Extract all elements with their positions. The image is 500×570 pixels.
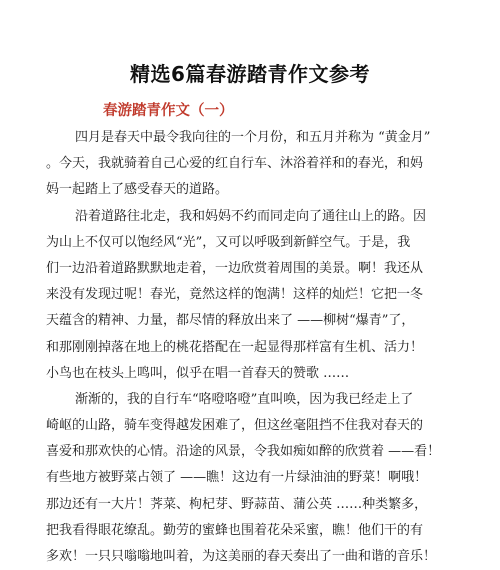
text-line: 天蕴含的精神、力量，都尽情的释放出来了 ——柳树“爆青”了， — [46, 313, 415, 329]
text-line: 妈一起踏上了感受春天的道路。 — [46, 182, 229, 198]
text-line: 渐渐的，我的自行车“咯噔咯噔”直叫唤，因为我已经走上了 — [75, 391, 414, 407]
text-line: 有些地方被野菜占领了 ——瞧！这边有一片绿油油的野菜！啊哦！ — [46, 470, 428, 486]
text-line: 小鸟也在枝头上鸣叫，似乎在唱一首春天的赞歌 …… — [46, 365, 350, 381]
paragraph-2 — [46, 204, 474, 387]
text-line: 崎岖的山路，骑车变得越发困难了，但这丝毫阻挡不住我对春天的 — [46, 418, 424, 434]
document-title: 精选6篇春游踏青作文参考 — [130, 62, 370, 86]
text-line: 四月是春天中最令我向往的一个月份，和五月并称为 “黄金月” — [75, 130, 431, 145]
text-line: 们一边沿着道路默默地走着，一边欣赏着周围的美景。啊！我还从 — [46, 260, 424, 276]
text-line: 那边还有一大片！荠菜、枸杞芽、野蒜苗、蒲公英 ……种类繁多， — [46, 496, 428, 512]
text-line: 沿着道路往北走，我和妈妈不约而同走向了通往山上的路。因 — [75, 208, 427, 224]
text-line: 和那刚刚掉落在地上的桃花搭配在一起显得那样富有生机、活力！ — [46, 339, 424, 355]
text-line: 把我看得眼花缭乱。勤劳的蜜蜂也围着花朵采蜜，瞧！他们干的有 — [46, 522, 424, 538]
paragraph-3 — [46, 387, 474, 570]
text-line: 。今天，我就骑着自己心爱的红自行车、沐浴着祥和的春光，和妈 — [46, 156, 424, 172]
section-heading: 春游踏青作文（一） — [103, 103, 234, 119]
essay-body — [46, 125, 474, 570]
paragraph-1 — [46, 125, 474, 204]
text-line: 多欢！一只只嗡嗡地叫着，为这美丽的春天奏出了一曲和谐的音乐！ — [46, 549, 437, 564]
text-line: 为山上不仅可以饱经风“光”，又可以呼吸到新鲜空气。于是，我 — [46, 234, 411, 250]
text-line: 来没有发现过呢！春光，竟然这样的饱满！这样的灿烂！它把一冬 — [46, 287, 424, 303]
text-line: 喜爱和那欢快的心情。沿途的风景，令我如痴如醉的欣赏着 ——看！ — [46, 444, 441, 460]
